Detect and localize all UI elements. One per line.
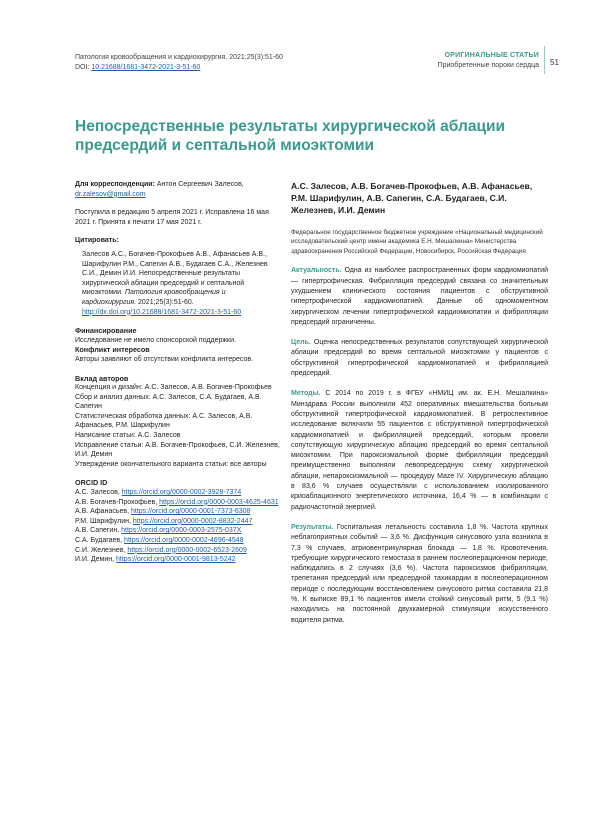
citation-body bbox=[75, 250, 280, 317]
orcid-link[interactable]: https://orcid.org/0000-0001-7373-6308 bbox=[130, 508, 251, 516]
orcid-entry bbox=[75, 526, 280, 536]
aim-heading: Цель. bbox=[291, 339, 311, 347]
orcid-author: А.В. Сапегин, bbox=[75, 527, 122, 535]
orcid-entry bbox=[75, 555, 280, 565]
orcid-author: Р.М. Шарифулин, bbox=[75, 517, 133, 525]
orcid-link[interactable]: https://orcid.org/0000-0002-3928-7374 bbox=[121, 489, 242, 497]
citation-details: 2021;25(3):51-60. bbox=[136, 298, 194, 306]
contribution-line: Исправление статьи: А.В. Богачев-Прокофьев, С.И. Железнев, И.И. Демин bbox=[75, 441, 280, 459]
correspondence-label: Для корреспонденции: bbox=[75, 181, 155, 188]
header-divider bbox=[544, 46, 545, 74]
section-title: ОРИГИНАЛЬНЫЕ СТАТЬИ bbox=[444, 52, 539, 59]
doi-link[interactable]: 10.21688/1681-3472-2021-3-51-60 bbox=[91, 63, 201, 71]
article-title: Непосредственные результаты хирургической аблации предсердий и септальной миоэктомии bbox=[75, 118, 506, 154]
conflict-text: Авторы заявляют об отсутствии конфликта интересов. bbox=[75, 355, 254, 363]
doi-label: DOI: bbox=[75, 63, 92, 71]
contribution-line: Утверждение окончательного варианта статьи: все авторы bbox=[75, 460, 267, 468]
results-heading: Результаты. bbox=[291, 523, 334, 531]
orcid-link[interactable]: https://orcid.org/0000-0001-9813-5242 bbox=[116, 556, 236, 564]
abstract-results bbox=[291, 523, 548, 626]
orcid-block bbox=[75, 478, 280, 564]
journal-citation: Патология кровообращения и кардиохирургия. 2021;25(3):51-60 bbox=[75, 54, 283, 61]
sidebar-info bbox=[75, 180, 280, 574]
orcid-entry bbox=[75, 507, 280, 517]
correspondence-block bbox=[75, 180, 280, 199]
orcid-author: А.В. Афанасьев, bbox=[75, 508, 131, 516]
main-column bbox=[291, 180, 548, 636]
orcid-entry bbox=[75, 536, 280, 546]
citation-heading: Цитировать: bbox=[75, 237, 119, 245]
citation-text: Залесов А.С., Богачев-Прокофьев А.В., Афанасьев А.В., Шарифулин Р.М., Сапегин А.В., Будагаев С.А., Железнев С.И., Демин И.И. Непосредственные результаты хирургической аблации предсердий и септальной миоэктомии. bbox=[82, 250, 268, 297]
funding-conflict-block bbox=[75, 326, 280, 364]
relevance-text: Одна из наиболее распространенных форм кардиомиопатий — гипертрофическая. Фибрилляция предсердий связана со значительным ухудшением клинического состояния пациентов с обструктивной гипертрофической кардиомиопатией. Данные об одномоментном хирургическом лечении гипертрофической кардиомиопатии и фибрилляции предсердий ограниченны. bbox=[291, 267, 548, 326]
affiliation: Федеральное государственное бюджетное учреждение «Национальный медицинский исследовательский центр имени академика Е.Н. Мешалкина» Министерства здравоохранения Российской Федерации, Новосибирск, Российская Федерация bbox=[291, 228, 543, 255]
citation-block bbox=[75, 236, 280, 317]
section-header bbox=[438, 51, 539, 71]
funding-heading: Финансирование bbox=[75, 326, 137, 336]
contribution-line: Сбор и анализ данных: А.С. Залесов, С.А. Будагаев, А.В. Сапегин bbox=[75, 393, 262, 411]
running-header bbox=[75, 53, 283, 72]
correspondence-name: Антон Сергеевич Залесов, bbox=[154, 181, 244, 188]
orcid-heading: ORCID ID bbox=[75, 478, 108, 488]
abstract-relevance bbox=[291, 266, 548, 328]
orcid-entry bbox=[75, 488, 280, 498]
orcid-author: А.С. Залесов, bbox=[75, 489, 122, 497]
orcid-entry bbox=[75, 498, 280, 508]
orcid-link[interactable]: https://orcid.org/0000-0003-4625-4631 bbox=[159, 498, 279, 506]
orcid-author: С.А. Будагаев, bbox=[75, 537, 125, 544]
contribution-block bbox=[75, 374, 280, 470]
contribution-line: Концепция и дизайн: А.С. Залесов, А.В. Богачев-Прокофьев bbox=[75, 384, 272, 392]
received-dates: Поступила в редакцию 5 апреля 2021 г. Исправлена 16 мая 2021 г. Принята к печати 17 мая 2021 г. bbox=[75, 209, 269, 226]
orcid-link[interactable]: https://orcid.org/0000-0002-4696-4548 bbox=[124, 537, 244, 544]
citation-journal: Патология кровообращения и кардиохирургия. bbox=[82, 289, 226, 306]
methods-heading: Методы. bbox=[291, 390, 321, 398]
orcid-link[interactable]: https://orcid.org/0000-0002-8832-2447 bbox=[132, 517, 253, 525]
orcid-author: А.В. Богачев-Прокофьев, bbox=[75, 498, 160, 506]
page-number: 51 bbox=[550, 58, 559, 67]
methods-text: С 2014 по 2019 г. в ФГБУ «НМИЦ им. ак. Е.Н. Мешалкина» Минздрава России выполнили 452 оперативных вмешательства больным обструктивной гипертрофической кардиомиопатией. В ретроспективное исследование включили 55 пациентов с обструктивной гипертрофической кардиомиопатией и фибрилляцией предсердий, которым провели сопутствующую хирургическую аблацию предсердий во время септальной миоэктомии. При пароксизмальной форме фибрилляции предсердий преимущественно выполняли левопредсердную схему хирургической аблации, непароксизмальной — процедуру Maze IV. Хирургическую аблацию в 83,6 % случаев осуществляли с использованием изолированного криоаблационного энергетического источника, 16,4 % — в комбинации с радиочастотной энергией. bbox=[291, 390, 548, 511]
contribution-line: Статистическая обработка данных: А.С. Залесов, А.В. Афанасьев, Р.М. Шарифулин bbox=[75, 412, 253, 430]
relevance-heading: Актуальность. bbox=[291, 267, 342, 275]
aim-text: Оценка непосредственных результатов сопутствующей хирургической аблации предсердий во время септальной миоэктомии у пациентов с обструктивной гипертрофической кардиомиопатией и фибрилляцией предсердий. bbox=[291, 339, 548, 378]
abstract-methods bbox=[291, 389, 548, 513]
correspondence-email[interactable]: dr.zalesov@gmail.com bbox=[75, 190, 146, 198]
orcid-author: С.И. Железнев, bbox=[75, 546, 128, 554]
author-list: А.С. Залесов, А.В. Богачев-Прокофьев, А.В. Афанасьев, Р.М. Шарифулин, А.В. Сапегин, С.А. Будагаев, С.И. Железнев, И.И. Демин bbox=[291, 181, 533, 216]
orcid-entry bbox=[75, 546, 280, 556]
abstract-aim bbox=[291, 338, 548, 379]
orcid-author: И.И. Демин, bbox=[75, 556, 117, 564]
orcid-entry bbox=[75, 517, 280, 527]
doi-line bbox=[75, 63, 283, 73]
orcid-link[interactable]: https://orcid.org/0000-0003-2575-037X bbox=[121, 527, 242, 535]
orcid-link[interactable]: https://orcid.org/0000-0002-6523-2609 bbox=[127, 546, 247, 554]
contribution-heading: Вклад авторов bbox=[75, 373, 129, 383]
conflict-heading: Конфликт интересов bbox=[75, 345, 150, 355]
citation-url[interactable]: http://dx.doi.org/10.21688/1681-3472-2021-3-51-60 bbox=[82, 308, 242, 316]
contribution-line: Написание статьи: А.С. Залесов bbox=[75, 432, 181, 440]
funding-text: Исследование не имело спонсорской поддержки. bbox=[75, 336, 236, 344]
subsection-title: Приобретенные пороки сердца bbox=[437, 62, 539, 69]
results-text: Госпитальная летальность составила 1,8 %. Частота крупных неблагоприятных событий — 3,6 %. Дисфункция синусового узла возникла в 7,3 % случаев, атриовентрикулярная блокада — 1,8 %. Кровотечения, требующие хирургического гемостаза в раннем послеоперационном периоде, наблюдались в 2 случаях (3,6 %). Частота пароксизмов фибрилляции, трепетания предсердий или предсердной тахикардии в послеоперационном периоде с последующим восстановлением синусового ритма составила 21,8 %. К выписке 89,1 % пациентов имели стойкий синусовый ритм, 5 (9,1 %) находились на постоянной двухкамерной стимуляции искусственного водителя ритма. bbox=[291, 523, 548, 624]
